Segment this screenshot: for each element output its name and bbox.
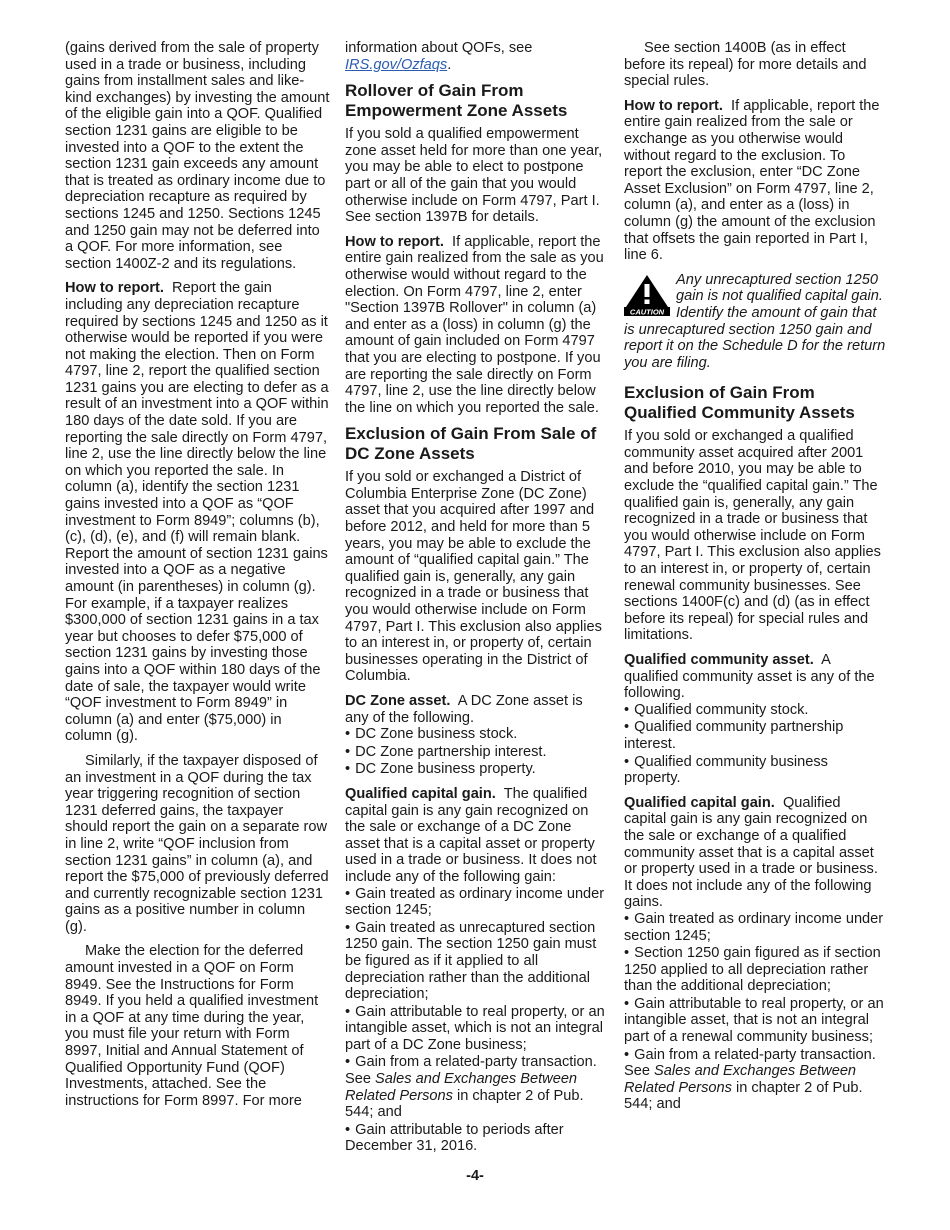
paragraph: If you sold or exchanged a qualified community asset acquired after 2001 and before 2010, you may be able to exclude the “qualified capital gain.” The qualified gain is, generally, any gain recognized in a trade or business that you would otherwise include on Form 4797, Part I. This exclusion also applies to an interest in, or property of, certain renewal community businesses. See sections 1400F(c) and (d) (as in effect before its repeal) for special rules and limitations. [624,428,881,644]
list-item: • Gain from a related-party transaction. See Sales and Exchanges Between Related Persons in chapter 2 of Pub. 544; and [345,1054,607,1120]
run-in-heading: DC Zone asset. [345,693,451,709]
list-item: • Gain from a related-party transaction. See Sales and Exchanges Between Related Persons in chapter 2 of Pub. 544; and [624,1047,886,1113]
run-in-heading: Qualified community asset. [624,652,814,668]
section-heading: Rollover of Gain From Empowerment Zone Assets [345,81,568,121]
list-item: • DC Zone business property. [345,761,607,778]
paragraph: If you sold a qualified empowerment zone asset held for more than one year, you may be able to elect to postpone part or all of the gain that you would otherwise include on Form 4797, Part I. See section 1397B for details. [345,126,603,226]
run-in-heading: How to report. [65,280,164,297]
paragraph: Make the election for the deferred amount invested in a QOF on Form 8949. See the Instructions for Form 8949. If you held a qualified investment in a QOF at any time during the year, you must file your return with Form 8997, Initial and Annual Statement of Qualified Opportunity Fund (QOF) Investments, attached. See the instructions for Form 8997. For more [65,943,319,1109]
paragraph: Qualified capital gain. Qualified capital gain is any gain recognized on the sale or exchange of a qualified community asset that is a capital asset or property used in a trade or business. It does not include any of the following gains. [624,794,878,911]
bullet-list [345,886,607,1156]
run-in-heading: How to report. [624,97,723,114]
list-item: • Gain treated as unrecaptured section 1250 gain. The section 1250 gain must be figured as if it applied to all depreciation rather than the additional depreciation; [345,920,607,1003]
list-item: • Gain attributable to real property, or an intangible asset, that is not an integral part of a renewal community business; [624,996,886,1046]
caution-label: CAUTION [629,307,665,316]
list-item: • Gain attributable to periods after December 31, 2016. [345,1122,607,1155]
column-1 [65,40,330,1117]
paragraph: Similarly, if the taxpayer disposed of an investment in a QOF during the tax year triggering recognition of section 1231 deferred gains, the taxpayer should report the gain on a separate row in line 2, write “QOF inclusion from section 1231 gains” in column (a), and report the $75,000 of previously deferred and currently recognizable section 1231 gains as a positive number in column (g). [65,752,329,935]
paragraph: If you sold or exchanged a District of Columbia Enterprise Zone (DC Zone) asset that you acquired after 1997 and before 2012, and held for more than 5 years, you may be able to exclude the amount of “qualified capital gain.” The qualified gain is, generally, any gain recognized in a trade or business that you would otherwise include on Form 4797, Part I. This exclusion also applies to an interest in, or property of, certain businesses operating in the District of Columbia. [345,469,602,685]
irs-ozfaqs-link[interactable]: IRS.gov/Ozfaqs [345,56,448,73]
paragraph: How to report. If applicable, report the entire gain realized from the sale or exchange as you otherwise would without regard to the exclusion. To report the exclusion, enter “DC Zone Asset Exclusion” on Form 4797, line 2, column (a), and enter as a (loss) in column (g) the amount of the exclusion that offsets the gain reported in Part I, line 6. [624,97,880,264]
run-in-heading: Qualified capital gain. [624,794,775,811]
list-item: • Qualified community stock. [624,702,886,719]
run-in-heading: How to report. [345,233,444,250]
column-3 [624,40,886,1121]
section-heading: Exclusion of Gain From Sale of DC Zone Assets [345,424,597,464]
caution-text: Any unrecaptured section 1250 gain is not qualified capital gain. Identify the amount of gain that is unrecaptured section 1250 gain and report it on the Schedule D for the return you are filing. [624,271,886,371]
paragraph: Qualified community asset. A qualified community asset is any of the following. [624,652,875,702]
paragraph: DC Zone asset. A DC Zone asset is any of the following. [345,693,583,726]
paragraph: How to report. Report the gain including any depreciation recapture required by sections 1245 and 1250 as it otherwise would be reported if you were not making the election. Then on Form 4797, line 2, report the qualified section 1231 gains you are electing to defer as a result of an investment into a QOF within 180 days of the date sold. If you are reporting the sale directly on Form 4797, line 2, use the line directly below the line on which you reported the sale. In column (a), identify the section 1231 gains invested into a QOF as “QOF investment to Form 8949”; columns (b), (c), (d), (e), and (f) will remain blank. Report the amount of section 1231 gains invested into a QOF as a negative amount (in parentheses) in column (g). For example, if a taxpayer realizes $300,000 of section 1231 gains in a tax year but chooses to defer $75,000 of section 1231 gains by investing those gains into a QOF within 180 days of the date of sale, the taxpayer would write “QOF investment to Form 8949” in column (a) and enter ($75,000) in column (g). [65,280,329,745]
list-item: • DC Zone business stock. [345,726,607,743]
page-number: -4- [466,1168,484,1184]
paragraph: How to report. If applicable, report the entire gain realized from the sale as you otherwise would without regard to the election. On Form 4797, line 2, enter "Section 1397B Rollover" in column (a) and enter as a (loss) in column (g) the amount of gain included on Form 4797 that you are electing to postpone. If you are reporting the sale directly on Form 4797, line 2, use the line directly below the line on which you reported the sale. [345,233,604,416]
section-heading: Exclusion of Gain From Qualified Community Assets [624,383,855,423]
run-in-heading: Qualified capital gain. [345,785,496,802]
column-2 [345,40,607,1163]
list-item: • Gain treated as ordinary income under section 1245; [345,886,607,919]
list-item: • Gain treated as ordinary income under section 1245; [624,911,886,944]
list-item: • Qualified community partnership interest. [624,719,886,752]
bullet-list [345,726,607,778]
list-item: • Section 1250 gain figured as if section 1250 applied to all depreciation rather than the additional depreciation; [624,945,886,995]
list-item: • DC Zone partnership interest. [345,744,607,761]
list-item: • Qualified community business property. [624,754,886,787]
bullet-list [624,911,886,1113]
list-item: • Gain attributable to real property, or an intangible asset, which is not an integral part of a DC Zone business; [345,1004,607,1054]
paragraph: information about QOFs, see IRS.gov/Ozfaqs. [345,40,533,73]
caution-icon [624,274,670,316]
caution-note [624,272,886,372]
paragraph: (gains derived from the sale of property used in a trade or business, including gains from installment sales and like-kind exchanges) by investing the amount of the eligible gain into a QOF. Qualified section 1231 gains are eligible to be invested into a QOF to the extent the section 1231 gain exceeds any amount that is treated as ordinary income due to depreciation recapture as required by sections 1245 and 1250. Sections 1245 and 1250 gain may not be deferred into a QOF. For more information, see section 1400Z-2 and its regulations. [65,40,330,272]
bullet-list [624,702,886,787]
paragraph: See section 1400B (as in effect before its repeal) for more details and special rules. [624,40,867,90]
paragraph: Qualified capital gain. The qualified capital gain is any gain recognized on the sale or exchange of a DC Zone asset that is a capital asset or property used in a trade or business. It does not include any of the following gain: [345,785,597,885]
